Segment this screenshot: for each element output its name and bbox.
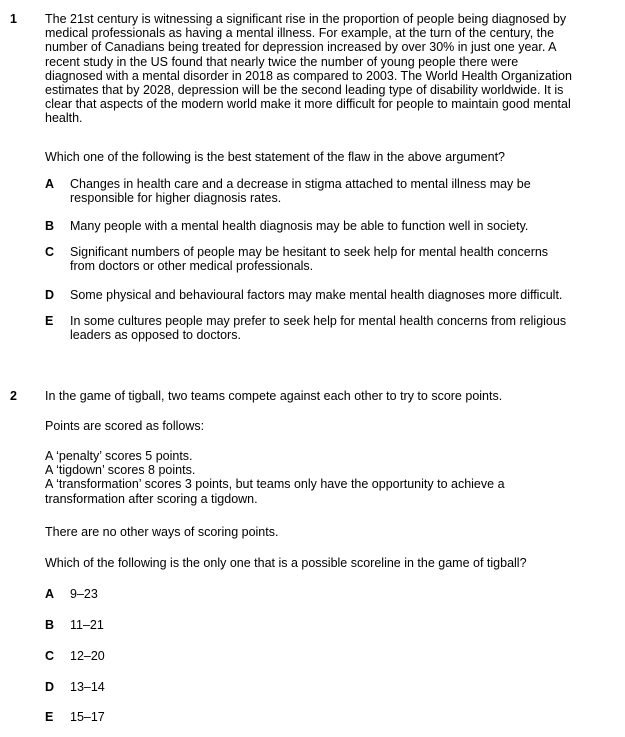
question-2-option-b[interactable] — [45, 618, 605, 632]
question-2-option-c[interactable] — [45, 649, 605, 663]
scoring-rule: A ‘transformation’ scores 3 points, but teams only have the opportunity to achieve a — [45, 477, 505, 492]
option-text: Significant numbers of people may be hesitant to seek help for mental health concerns from doctors or other medical professionals. — [70, 245, 549, 274]
passage-line: health. — [45, 111, 83, 126]
question-1-option-d[interactable] — [45, 288, 605, 302]
question-2-intro — [45, 389, 610, 403]
question-2-number: 2 — [10, 389, 17, 403]
question-2-note — [45, 525, 610, 539]
passage-line: estimates that by 2028, depression will be the second leading type of disability worldwide. It is — [45, 83, 564, 98]
question-2-prompt — [45, 556, 610, 570]
passage-line: recent study in the US found that nearly twice the number of young people there were — [45, 54, 519, 69]
question-1-passage — [45, 12, 610, 126]
option-text: 11–21 — [70, 618, 104, 632]
passage-line: The 21st century is witnessing a significant rise in the proportion of people being diagnosed by — [45, 12, 567, 26]
option-letter: E — [45, 314, 54, 328]
question-2-option-a[interactable] — [45, 587, 605, 601]
scoring-heading-text: Points are scored as follows: — [45, 419, 205, 433]
option-text: Some physical and behavioural factors may make mental health diagnoses more difficult. — [70, 288, 563, 302]
prompt-text: Which one of the following is the best statement of the flaw in the above argument? — [45, 150, 505, 164]
option-letter: A — [45, 177, 55, 191]
question-2-option-e[interactable] — [45, 710, 605, 724]
scoring-rule: A ‘tigdown’ scores 8 points. — [45, 463, 196, 478]
prompt-text: Which of the following is the only one that is a possible scoreline in the game of tigball? — [45, 556, 527, 570]
option-text: 13–14 — [70, 680, 105, 694]
option-letter: A — [45, 587, 55, 601]
question-2-scoring-rules — [45, 449, 610, 506]
passage-line: number of Canadians being treated for depression increased by over 30% in just one year. A — [45, 40, 557, 55]
scoring-rule: transformation after scoring a tigdown. — [45, 491, 258, 506]
passage-line: diagnosed with a mental disorder in 2018 as compared to 2003. The World Health Organization — [45, 68, 572, 83]
option-letter: E — [45, 710, 54, 724]
question-1-prompt — [45, 150, 610, 164]
option-letter: B — [45, 618, 55, 632]
note-text: There are no other ways of scoring points. — [45, 525, 279, 539]
question-1-option-c[interactable] — [45, 245, 605, 273]
option-text: Many people with a mental health diagnosis may be able to function well in society. — [70, 219, 529, 233]
question-1-option-b[interactable] — [45, 219, 605, 233]
option-letter: B — [45, 219, 55, 233]
question-1-option-a[interactable] — [45, 177, 605, 205]
intro-text: In the game of tigball, two teams compete against each other to try to score points. — [45, 389, 503, 403]
option-text: 12–20 — [70, 649, 105, 663]
option-text: In some cultures people may prefer to seek help for mental health concerns from religious leaders as opposed to doctors. — [70, 314, 567, 343]
option-letter: C — [45, 245, 55, 259]
question-2-option-d[interactable] — [45, 680, 605, 694]
question-1-option-e[interactable] — [45, 314, 605, 342]
question-1-number: 1 — [10, 12, 17, 26]
option-text: 9–23 — [70, 587, 98, 601]
question-2-scoring-heading — [45, 419, 610, 433]
passage-line: clear that aspects of the modern world make it more difficult for people to maintain good mental — [45, 97, 571, 112]
option-letter: D — [45, 288, 55, 302]
option-text: Changes in health care and a decrease in stigma attached to mental illness may be responsible for higher diagnosis rates. — [70, 177, 531, 206]
passage-line: medical professionals as having a mental illness. For example, at the turn of the century, the — [45, 26, 555, 41]
option-letter: C — [45, 649, 55, 663]
option-text: 15–17 — [70, 710, 105, 724]
option-letter: D — [45, 680, 55, 694]
scoring-rule: A ‘penalty’ scores 5 points. — [45, 449, 193, 463]
